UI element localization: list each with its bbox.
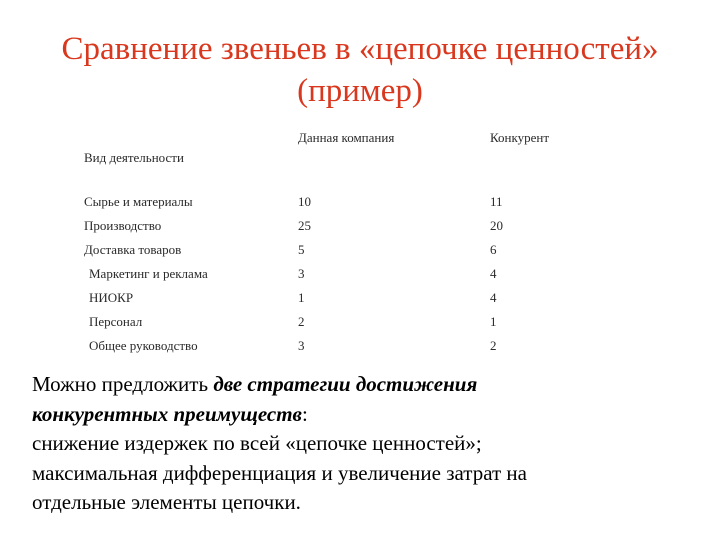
paragraph-text: Можно предложить [32, 372, 214, 396]
table-row-competitor-value: 20 [490, 218, 503, 233]
table-row-competitor-value: 2 [490, 338, 497, 353]
table-row-competitor-value: 6 [490, 242, 497, 257]
paragraph-line [32, 370, 692, 400]
table-row-activity: Общее руководство [89, 338, 198, 353]
paragraph-line: максимальная дифференциация и увеличение затрат на [32, 460, 527, 485]
paragraph-line: снижение издержек по всей «цепочке ценностей»; [32, 431, 482, 455]
table-row-activity: НИОКР [89, 290, 134, 305]
table-row-activity: Маркетинг и реклама [89, 266, 208, 281]
table-row-activity: Производство [84, 218, 162, 233]
column-header-activity: Вид деятельности [84, 150, 184, 165]
table-row-competitor-value: 11 [490, 194, 503, 209]
table-row-company-value: 3 [298, 338, 305, 353]
emphasis-text: две стратегии достижения [213, 372, 478, 396]
table-row-competitor-value: 1 [490, 314, 497, 329]
table-row-company-value: 3 [298, 266, 305, 281]
column-header-company: Данная компания [298, 130, 395, 145]
paragraph-text: : [301, 401, 308, 426]
strategies-paragraph [32, 370, 692, 518]
paragraph-line: отдельные элементы цепочки. [32, 490, 301, 514]
slide-title-line1: Сравнение звеньев в «цепочке ценностей» [61, 31, 659, 67]
table-row-company-value: 5 [298, 242, 305, 257]
emphasis-text: конкурентных преимуществ [32, 401, 302, 426]
table-row-company-value: 25 [298, 218, 311, 233]
table-row-activity: Доставка товаров [84, 242, 182, 257]
slide-title-line2: (пример) [297, 73, 423, 109]
table-row-competitor-value: 4 [490, 266, 497, 281]
paragraph-line [32, 400, 692, 430]
column-header-competitor: Конкурент [490, 130, 550, 145]
table-row-company-value: 10 [298, 194, 311, 209]
table-row-activity: Персонал [89, 314, 143, 329]
table-row-competitor-value: 4 [490, 290, 497, 305]
table-row-company-value: 1 [298, 290, 305, 305]
table-row-company-value: 2 [298, 314, 305, 329]
table-row-activity: Сырье и материалы [84, 194, 193, 209]
